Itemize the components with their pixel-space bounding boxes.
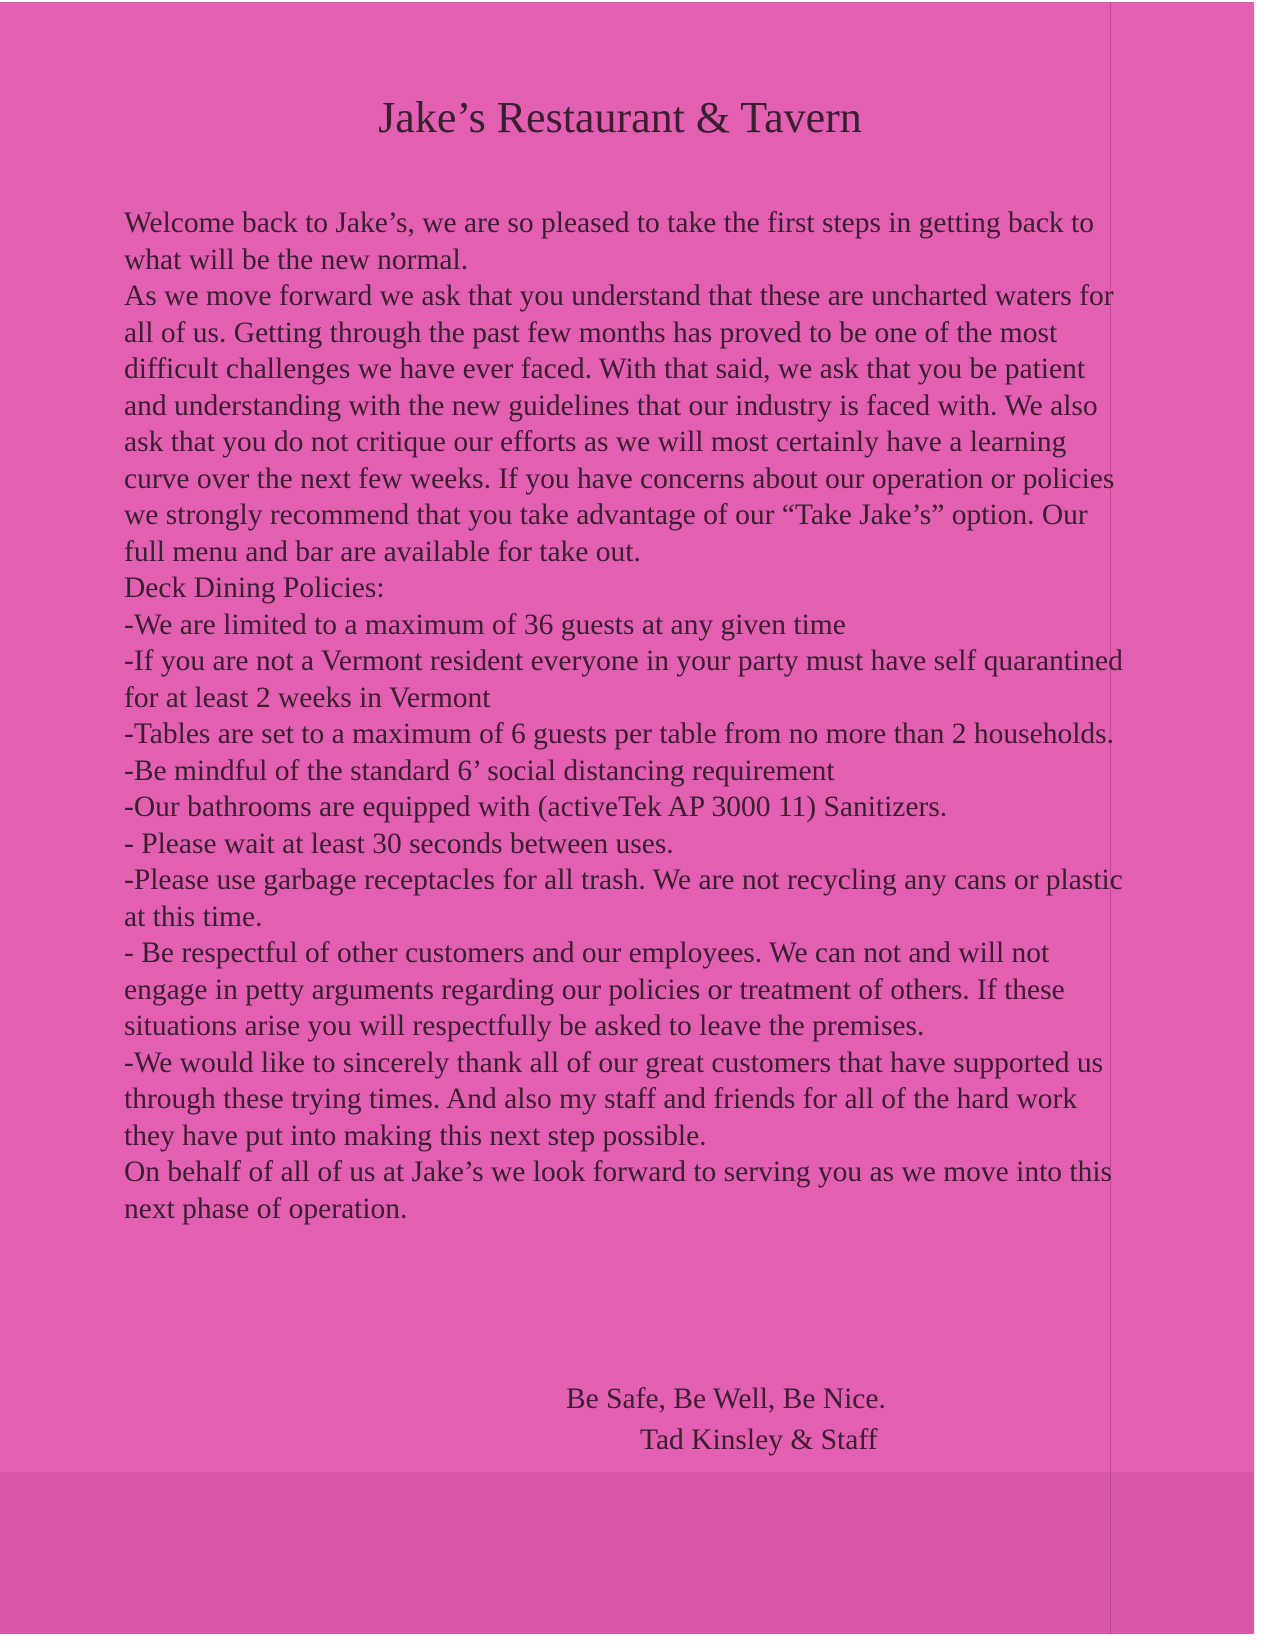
policy-item: -Our bathrooms are equipped with (activeTek AP 3000 11) Sanitizers. xyxy=(124,791,948,823)
signature: Tad Kinsley & Staff xyxy=(640,1424,878,1456)
policy-item: - Please wait at least 30 seconds between uses. xyxy=(124,827,674,860)
closing-paragraph: On behalf of all of us at Jake’s we look forward to serving you as we move into this next phase of operation. xyxy=(124,1156,1113,1225)
policy-item: - Be respectful of other customers and our employees. We can not and will not engage in petty arguments regarding our policies or treatment of others. If these situations arise you will respectfully be asked to leave the premises. xyxy=(124,937,1065,1042)
closing-motto: Be Safe, Be Well, Be Nice. xyxy=(566,1383,886,1415)
letter-body xyxy=(124,205,1124,1227)
page-title: Jake’s Restaurant & Tavern xyxy=(378,93,862,142)
policy-item: -If you are not a Vermont resident everyone in your party must have self quarantined for at least 2 weeks in Vermont xyxy=(124,645,1123,714)
policy-item: -Please use garbage receptacles for all trash. We are not recycling any cans or plastic at this time. xyxy=(124,864,1123,933)
paragraph-welcome: Welcome back to Jake’s, we are so pleased to take the first steps in getting back to what will be the new normal. xyxy=(124,207,1094,276)
thank-you-paragraph: -We would like to sincerely thank all of our great customers that have supported us through these trying times. And also my staff and friends for all of the hard work they have put into making this next step possible. xyxy=(124,1046,1104,1152)
policies-heading: Deck Dining Policies: xyxy=(124,572,385,604)
pink-flyer-page xyxy=(0,2,1254,1634)
policy-item: -Tables are set to a maximum of 6 guests per table from no more than 2 households. xyxy=(124,718,1115,750)
policy-item: -Be mindful of the standard 6’ social distancing requirement xyxy=(124,754,835,787)
policy-item: -We are limited to a maximum of 36 guests at any given time xyxy=(124,608,846,641)
paragraph-request: As we move forward we ask that you understand that these are uncharted waters for all of us. Getting through the past few months has proved to be one of the most difficult challenges we have ever faced. With that said, we ask that you be patient and understanding with the new guidelines that our industry is faced with. We also ask that you do not critique our efforts as we will most certainly have a learning curve over the next few weeks. If you have concerns about our operation or policies we strongly recommend that you take advantage of our “Take Jake’s” option. Our full menu and bar are available for take out. xyxy=(124,280,1115,568)
